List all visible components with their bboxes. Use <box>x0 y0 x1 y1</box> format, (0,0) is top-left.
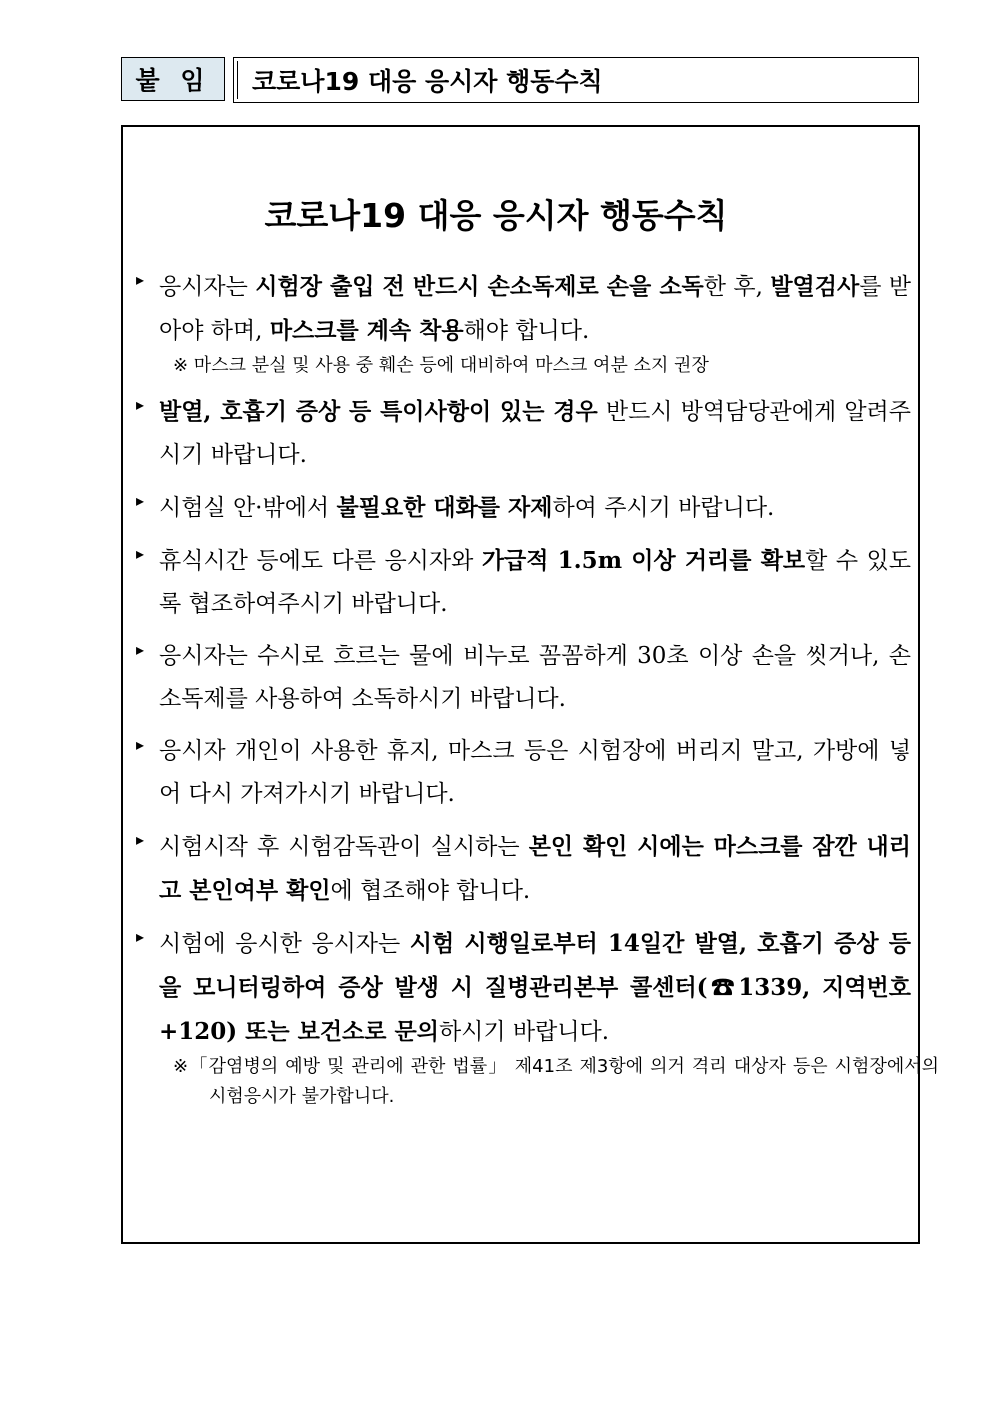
plain-text: 응시자는 <box>159 274 256 300</box>
guideline-item <box>136 825 912 913</box>
plain-text: 응시자 개인이 사용한 휴지, 마스크 등은 시험장에 버리지 말고, 가방에 넣어 다시 가져가시기 바랍니다. <box>159 738 911 807</box>
plain-text: 시험실 안·밖에서 <box>159 495 337 521</box>
plain-text: 휴식시간 등에도 다른 응시자와 <box>159 548 482 574</box>
plain-text: 하여 주시기 바랍니다. <box>552 495 775 521</box>
triangle-right-icon: ▸ <box>136 735 145 754</box>
triangle-right-icon: ▸ <box>136 395 145 414</box>
emphasized-text: 시험장 출입 전 반드시 손소독제로 손을 소독 <box>255 273 704 300</box>
plain-text: 시험시작 후 시험감독관이 실시하는 <box>159 834 529 860</box>
guideline-text <box>159 922 911 1054</box>
triangle-right-icon: ▸ <box>136 544 145 563</box>
guideline-item <box>136 539 912 626</box>
guideline-item <box>136 730 912 816</box>
emphasized-text: 본인 확인 시에는 마스크를 잠깐 내리고 본인여부 확인 <box>159 833 911 904</box>
plain-text: 한 후, <box>703 274 771 300</box>
header-title-box <box>233 57 919 103</box>
triangle-right-icon: ▸ <box>136 270 145 289</box>
guideline-text <box>159 825 911 913</box>
guideline-item <box>136 922 939 1112</box>
plain-text: 를 받아야 하며, <box>159 274 912 344</box>
guideline-text <box>159 539 911 626</box>
plain-text: 할 수 있도록 협조하여주시기 바랍니다. <box>159 548 912 617</box>
emphasized-text: 발열, 호흡기 증상 등 특이사항이 있는 경우 <box>159 398 598 425</box>
plain-text: 반드시 방역담당관에게 알려주시기 바랍니다. <box>159 399 911 468</box>
emphasized-text: 발열검사 <box>770 273 860 300</box>
emphasized-text: 시험 시행일로부터 14일간 발열, 호흡기 증상 등을 모니터링하여 증상 발생 시 질병관리본부 콜센터(☎1339, 지역번호+120) 또는 보건소로 문의 <box>159 930 911 1045</box>
emphasized-text: 불필요한 대화를 자제 <box>336 494 553 521</box>
plain-text: 에 협조해야 합니다. <box>330 878 531 904</box>
guideline-note: ※「감염병의 예방 및 관리에 관한 법률」 제41조 제3항에 의거 격리 대상자 등은 시험장에서의 시험응시가 불가합니다. <box>173 1056 939 1107</box>
emphasized-text: 마스크를 계속 착용 <box>269 317 464 344</box>
guideline-text <box>159 635 911 721</box>
plain-text: 시험에 응시한 응시자는 <box>159 931 410 957</box>
guideline-text <box>159 390 911 477</box>
plain-text: 하시기 바랍니다. <box>438 1019 610 1045</box>
guideline-text <box>159 730 911 816</box>
triangle-right-icon: ▸ <box>136 640 145 659</box>
triangle-right-icon: ▸ <box>136 927 145 946</box>
attachment-label: 붙 임 <box>121 57 225 101</box>
guideline-item <box>136 486 912 530</box>
main-title: 코로나19 대응 응시자 행동수칙 <box>264 196 728 235</box>
triangle-right-icon: ▸ <box>136 491 145 510</box>
guideline-text <box>159 486 911 530</box>
plain-text: 해야 합니다. <box>463 318 590 344</box>
guideline-item <box>136 265 912 381</box>
header-title: 코로나19 대응 응시자 행동수칙 <box>237 61 915 99</box>
triangle-right-icon: ▸ <box>136 830 145 849</box>
emphasized-text: 가급적 1.5m 이상 거리를 확보 <box>481 547 806 574</box>
guideline-note: ※ 마스크 분실 및 사용 중 훼손 등에 대비하여 마스크 여분 소지 권장 <box>173 355 709 376</box>
plain-text: 응시자는 수시로 흐르는 물에 비누로 꼼꼼하게 30초 이상 손을 씻거나, 손소독제를 사용하여 소독하시기 바랍니다. <box>159 643 911 712</box>
attachment-header <box>121 57 919 104</box>
guideline-text <box>159 265 911 353</box>
guideline-list <box>136 265 939 1121</box>
guideline-item <box>136 635 912 721</box>
guideline-item <box>136 390 912 477</box>
